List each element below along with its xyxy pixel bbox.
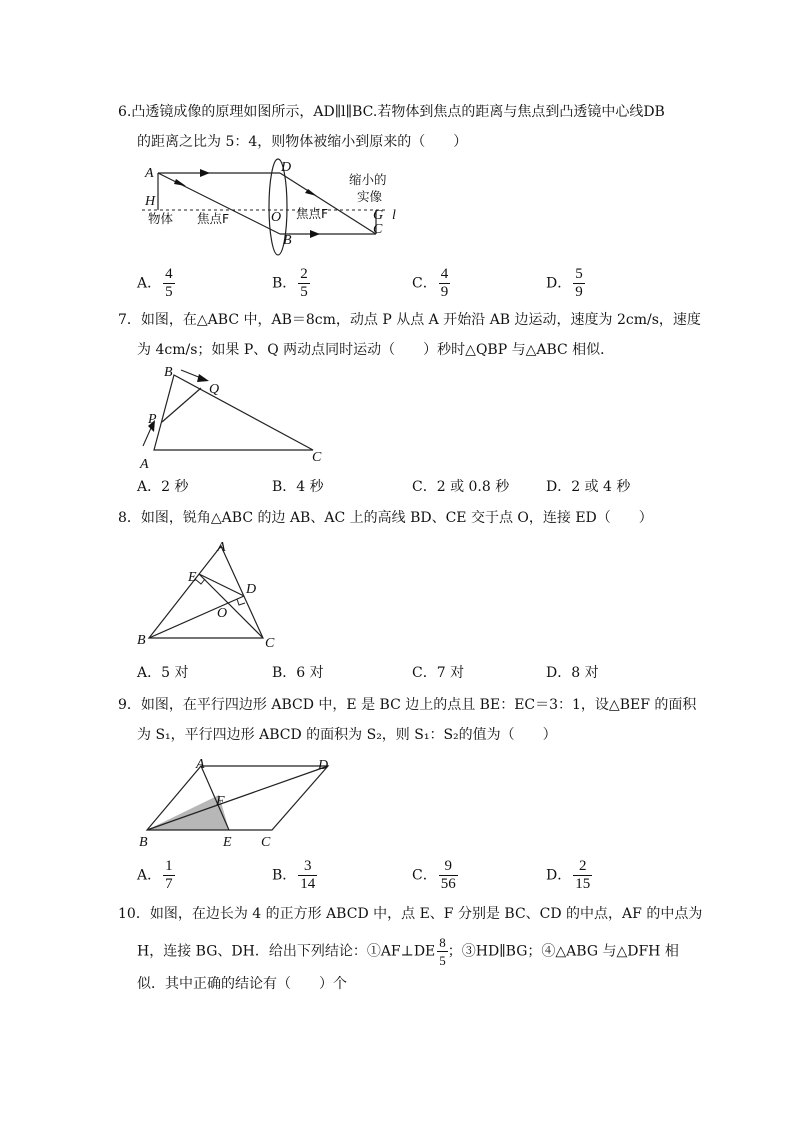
q8-triangle-figure: [135, 536, 285, 648]
q6-line2: 的距离之比为 5：4，则物体被缩小到原来的（ ）: [137, 134, 468, 150]
q8-label-B: B: [137, 633, 146, 648]
q9-option-d[interactable]: D． $\frac{2}{15}$: [546, 858, 591, 892]
q7-option-b[interactable]: B．4 秒: [272, 479, 324, 495]
q7-line1: 7．如图，在△ABC 中，AB＝8cm，动点 P 从点 A 开始沿 AB 边运动，速度为 2cm/s，速度: [118, 312, 701, 328]
q10-line3: 似．其中正确的结论有（ ）个: [137, 976, 347, 992]
q9-option-c[interactable]: C． $\frac{9}{56}$: [412, 858, 456, 892]
q6-label-C: C: [373, 222, 383, 237]
q8-label-A: A: [217, 540, 226, 555]
q7-label-P: P: [148, 412, 157, 427]
q9-label-E: E: [223, 835, 232, 850]
q8-label-D: D: [246, 582, 257, 597]
q7-option-a[interactable]: A．2 秒: [137, 479, 189, 495]
q7-option-c[interactable]: C．2 或 0.8 秒: [412, 479, 510, 495]
q10-line2: H，连接 BG、DH．给出下列结论：①AF⊥DE $\frac{8}{5}$ ；③HD∥BG；④△ABG 与△DFH 相: [137, 935, 679, 968]
q7-label-C: C: [312, 450, 322, 465]
q6-label-G: G: [373, 208, 384, 223]
q8-option-b[interactable]: B．6 对: [272, 665, 324, 681]
q7-line2: 为 4cm/s；如果 P、Q 两动点同时运动（ ）秒时△QBP 与△ABC 相似．: [137, 342, 615, 358]
q10-line1: 10．如图，在边长为 4 的正方形 ABCD 中，点 E、F 分别是 BC、CD 的中点，AF 的中点为: [118, 906, 703, 922]
q9-option-b[interactable]: B． $\frac{3}{14}$: [272, 858, 316, 892]
q7-option-d[interactable]: D．2 或 4 秒: [546, 479, 631, 495]
q6-label-l: l: [392, 208, 396, 223]
q7-label-A: A: [140, 457, 149, 470]
q9-parallelogram-figure: [135, 754, 335, 852]
q8-option-a[interactable]: A．5 对: [137, 665, 189, 681]
q9-label-C: C: [261, 835, 271, 850]
q9-label-D: D: [318, 758, 329, 773]
q6-label-focus-right: 焦点F: [296, 206, 329, 221]
q9-label-A: A: [196, 757, 205, 772]
q6-option-a[interactable]: A． $\frac{4}{5}$: [137, 266, 173, 300]
q8-option-d[interactable]: D．8 对: [546, 665, 599, 681]
q8-label-O: O: [217, 606, 228, 621]
q9-label-B: B: [139, 835, 148, 850]
q8-line1: 8．如图，锐角△ABC 的边 AB、AC 上的高线 BD、CE 交于点 O，连接 ED（ ）: [118, 510, 653, 526]
q8-option-c[interactable]: C．7 对: [412, 665, 465, 681]
q9-line1: 9．如图，在平行四边形 ABCD 中，E 是 BC 边上的点且 BE：EC＝3：1，设△BEF 的面积: [118, 697, 697, 713]
q9-option-a[interactable]: A． $\frac{1}{7}$: [137, 858, 173, 892]
q6-option-c[interactable]: C． $\frac{4}{9}$: [412, 266, 449, 300]
q7-label-Q: Q: [209, 382, 220, 397]
q7-triangle-figure: [135, 362, 335, 470]
q6-option-b[interactable]: B． $\frac{2}{5}$: [272, 266, 308, 300]
q9-label-F: F: [216, 794, 225, 809]
q6-label-shrunk1: 缩小的: [349, 172, 387, 187]
q6-label-focus-left: 焦点F: [197, 211, 230, 226]
q6-option-d[interactable]: D． $\frac{5}{9}$: [546, 266, 583, 300]
q6-label-H: H: [145, 194, 156, 209]
q9-line2: 为 S₁，平行四边形 ABCD 的面积为 S₂，则 S₁：S₂的值为（ ）: [137, 727, 557, 743]
q6-line1: 6.凸透镜成像的原理如图所示，AD∥l∥BC.若物体到焦点的距离与焦点到凸透镜中心线DB: [118, 104, 665, 120]
q6-label-shrunk2: 实像: [357, 189, 383, 204]
q6-label-D: D: [281, 160, 292, 175]
q6-lens-figure: [140, 155, 400, 265]
q8-label-E: E: [188, 570, 197, 585]
q7-label-B: B: [164, 365, 173, 380]
q6-label-object: 物体: [148, 211, 174, 226]
q8-label-C: C: [265, 636, 275, 648]
q6-label-A: A: [145, 166, 154, 181]
q6-label-O: O: [271, 210, 282, 225]
q6-label-B: B: [283, 233, 292, 248]
